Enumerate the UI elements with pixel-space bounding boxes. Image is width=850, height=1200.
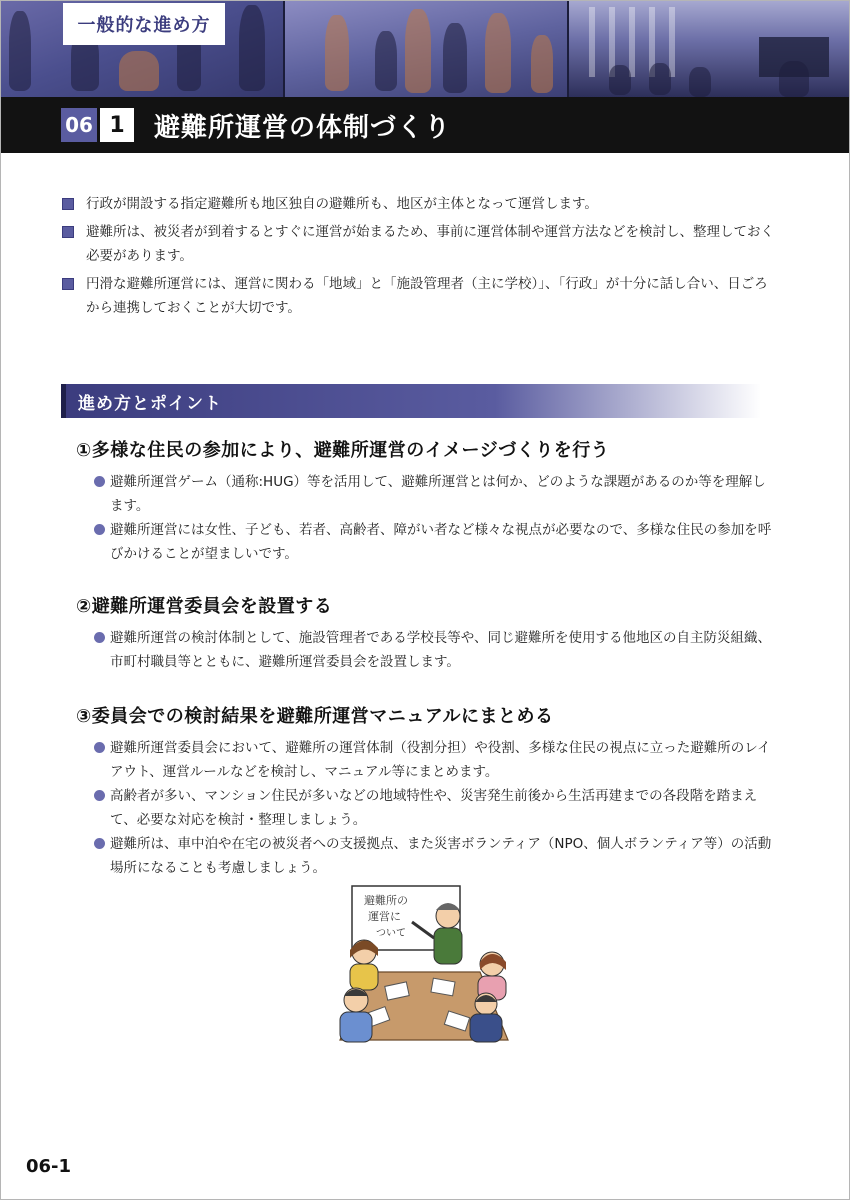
square-bullet-icon [62,226,74,238]
category-label: 一般的な進め方 [77,15,211,36]
point-list [76,626,776,674]
section-heading: 進め方とポイント [78,393,222,414]
dot-bullet-icon [94,790,105,801]
section-heading-bar [61,384,761,418]
dot-bullet-icon [94,524,105,535]
point-heading: ①多様な住民の参加により、避難所運営のイメージづくりを行う [76,440,610,461]
point-1 [76,436,776,566]
header-photo-drill [285,1,567,97]
intro-item: 避難所は、被災者が到着するとすぐに運営が始まるため、事前に運営体制や運営方法などを検討し、整理しておく必要があります。 [60,220,780,268]
point-item: 避難所運営の検討体制として、施設管理者である学校長等や、同じ避難所を使用する他地区の自主防災組織、市町村職員等とともに、避難所運営委員会を設置します。 [76,626,776,674]
whiteboard-text-1: 避難所の [364,894,408,907]
intro-list [60,192,780,324]
point-item: 避難所運営ゲーム（通称:HUG）等を活用して、避難所運営とは何か、どのような課題があるのか等を理解します。 [76,470,776,518]
point-2 [76,592,776,674]
header-photo-meeting [569,1,849,97]
point-item: 避難所は、車中泊や在宅の被災者への支援拠点、また災害ボランティア（NPO、個人ボランティア等）の活動場所になることも考慮しましょう。 [76,832,776,880]
dot-bullet-icon [94,742,105,753]
point-item: 避難所運営には女性、子ども、若者、高齢者、障がい者など様々な視点が必要なので、多様な住民の参加を呼びかけることが望ましいです。 [76,518,776,566]
whiteboard-text-3: ついて [376,928,406,939]
meeting-illustration [330,880,520,1050]
point-heading: ②避難所運営委員会を設置する [76,596,333,617]
intro-item: 円滑な避難所運営には、運営に関わる「地域」と「施設管理者（主に学校）」、「行政」が十分に話し合い、日ごろから連携しておくことが大切です。 [60,272,780,320]
category-label-box [63,3,225,45]
square-bullet-icon [62,198,74,210]
point-list [76,470,776,566]
page-header [1,1,849,153]
point-3 [76,702,776,880]
item-number-badge: 1 [100,108,134,142]
point-list [76,736,776,880]
title-bar [1,97,849,153]
point-item: 避難所運営委員会において、避難所の運営体制（役割分担）や役割、多様な住民の視点に立った避難所のレイアウト、運営ルールなどを検討し、マニュアル等にまとめます。 [76,736,776,784]
page-title: 避難所運営の体制づくり [154,112,452,143]
section-number-badge: 06 [61,108,97,142]
square-bullet-icon [62,278,74,290]
dot-bullet-icon [94,476,105,487]
page-number: 06-1 [26,1156,72,1177]
point-heading: ③委員会での検討結果を避難所運営マニュアルにまとめる [76,706,554,727]
whiteboard-text-2: 運営に [368,910,401,923]
intro-item: 行政が開設する指定避難所も地区独自の避難所も、地区が主体となって運営します。 [60,192,780,216]
presenter-body [434,928,462,964]
dot-bullet-icon [94,838,105,849]
dot-bullet-icon [94,632,105,643]
point-item: 高齢者が多い、マンション住民が多いなどの地域特性や、災害発生前後から生活再建までの各段階を踏まえて、必要な対応を検討・整理しましょう。 [76,784,776,832]
